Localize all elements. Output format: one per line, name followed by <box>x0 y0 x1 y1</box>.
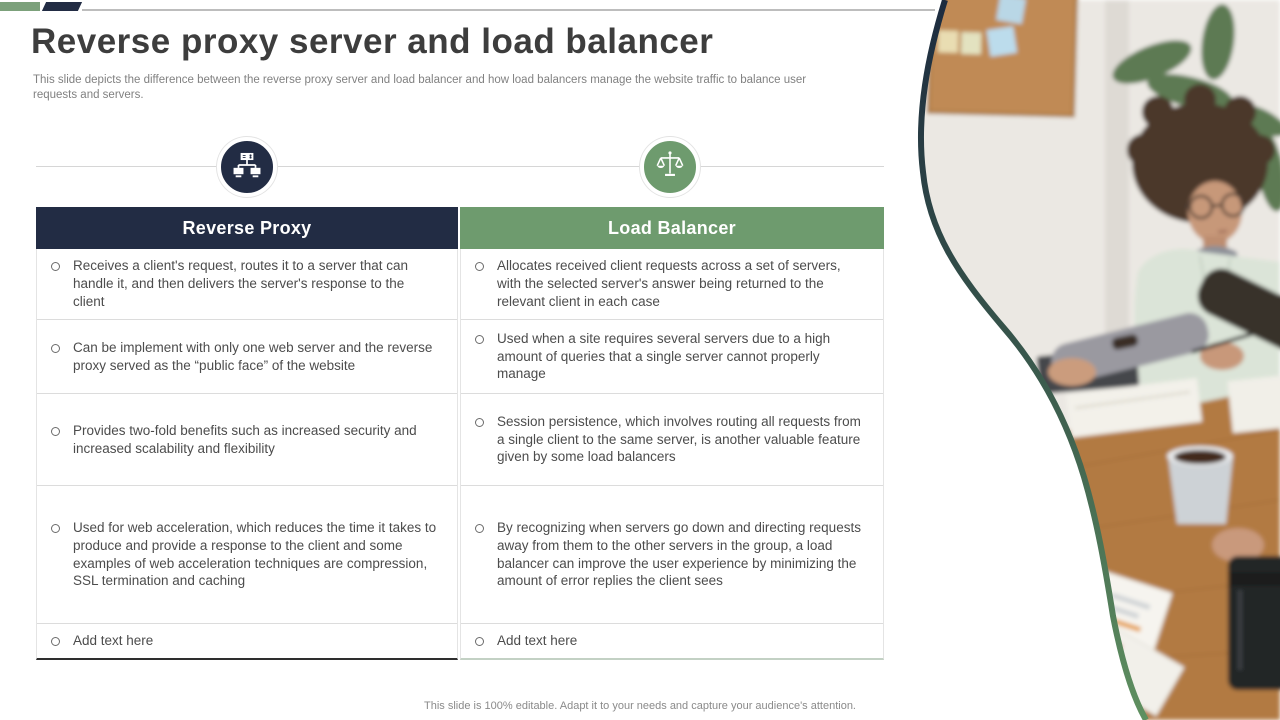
circle-bullet-icon <box>475 335 484 344</box>
office-photo <box>900 0 1280 720</box>
circle-bullet-icon <box>51 344 60 353</box>
table-cell <box>461 394 883 486</box>
cell-text: Add text here <box>497 633 578 649</box>
page-title: Reverse proxy server and load balancer <box>31 22 714 61</box>
column-header-reverse-proxy: Reverse Proxy <box>36 207 458 249</box>
cell-text: Can be implement with only one web server and the reverse proxy served as the “public face” of the website <box>73 339 433 373</box>
divider-line <box>36 166 884 167</box>
table-cell <box>37 320 457 394</box>
header-rule <box>82 9 935 11</box>
table-cell <box>461 486 883 624</box>
footer-note: This slide is 100% editable. Adapt it to your needs and capture your audience's attention. <box>424 700 856 712</box>
cell-text: By recognizing when servers go down and directing requests away from them to the other servers in the group, a load balancer can improve the user experience by minimizing the amount of error replies the client sees <box>497 519 861 589</box>
cell-text: Add text here <box>73 633 154 649</box>
balance-scale-icon <box>653 148 687 187</box>
cell-text: Receives a client's request, routes it to a server that can handle it, and then delivers the server's response to the client <box>73 258 408 309</box>
accent-bar-green <box>0 2 40 11</box>
circle-bullet-icon <box>51 524 60 533</box>
circle-bullet-icon <box>51 262 60 271</box>
table-cell <box>461 320 883 394</box>
add-text-placeholder[interactable] <box>461 624 883 658</box>
circle-bullet-icon <box>475 637 484 646</box>
column-load-balancer <box>460 207 884 660</box>
load-balancer-badge <box>640 137 700 197</box>
accent-bar-navy <box>42 2 82 11</box>
circle-bullet-icon <box>475 262 484 271</box>
proxy-network-icon <box>230 148 264 187</box>
column-header-load-balancer: Load Balancer <box>460 207 884 249</box>
column-reverse-proxy <box>36 207 458 660</box>
reverse-proxy-badge <box>217 137 277 197</box>
circle-bullet-icon <box>51 427 60 436</box>
circle-bullet-icon <box>51 637 60 646</box>
add-text-placeholder[interactable] <box>37 624 457 658</box>
load-balancer-cells <box>460 249 884 660</box>
cell-text: Used when a site requires several servers due to a high amount of queries that a single server cannot properly manage <box>497 330 831 382</box>
circle-bullet-icon <box>475 524 484 533</box>
table-cell <box>37 486 457 624</box>
circle-bullet-icon <box>475 418 484 427</box>
cell-text: Used for web acceleration, which reduces the time it takes to produce and provide a response to the client and some examples of web acceleration techniques are compression, SSL termination and caching <box>73 519 437 589</box>
reverse-proxy-cells <box>36 249 458 660</box>
cell-text: Session persistence, which involves routing all requests from a single client to the same server, is another valuable feature given by some load balancers <box>497 413 861 465</box>
table-cell <box>461 249 883 320</box>
cell-text: Allocates received client requests across a set of servers, with the selected server's answer being returned to the relevant client in each case <box>497 258 841 309</box>
cell-text: Provides two-fold benefits such as increased security and increased scalability and flexibility <box>73 422 417 456</box>
slide-subtitle: This slide depicts the difference between the reverse proxy server and load balancer and how load balancers manage the website traffic to balance user requests and servers. <box>33 74 807 101</box>
table-cell <box>37 249 457 320</box>
table-cell <box>37 394 457 486</box>
